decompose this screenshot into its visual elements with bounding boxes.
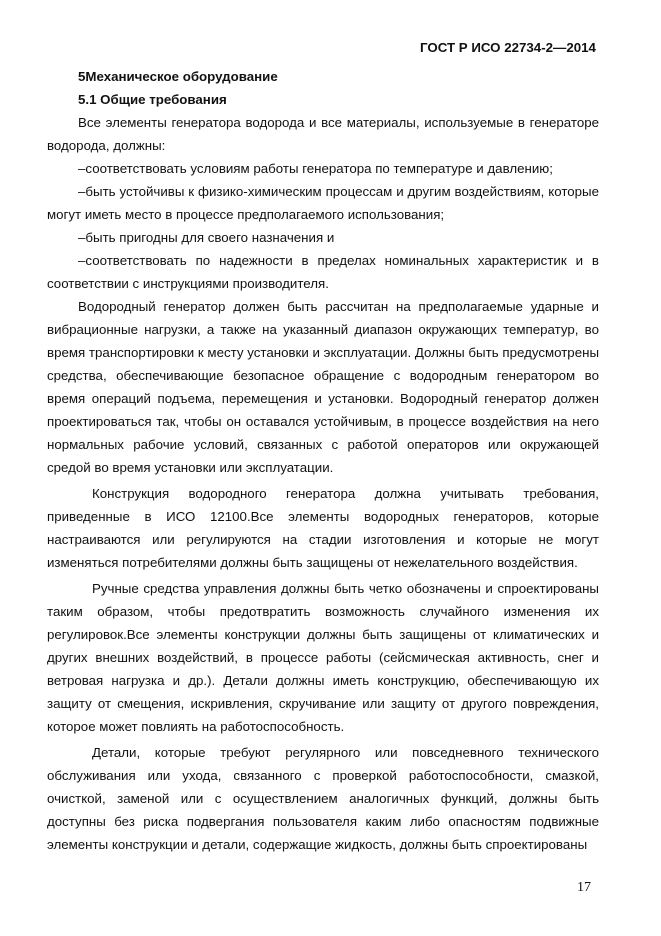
document-header-standard-code: ГОСТ Р ИСО 22734-2—2014 <box>420 40 596 55</box>
list-item: –быть устойчивы к физико-химическим процессам и другим воздействиям, которые могут иметь место в процессе предполагаемого использования; <box>47 184 599 222</box>
list-item: –соответствовать условиям работы генератора по температуре и давлению; <box>78 161 553 176</box>
paragraph: Ручные средства управления должны быть четко обозначены и спроектированы таким образом, чтобы предотвратить возможность случайного изменения их регулировок.Все элементы конструкции должны быть защищены от климатических и других внешних воздействий, в процессе работы (сейсмическая активность, снег и ветровая нагрузка и др.). Детали должны иметь конструкцию, обеспечивающую их защиту от смещения, искривления, скручивание или защиту от другого повреждения, которое может повлиять на работоспособность. <box>47 581 599 734</box>
paragraph-intro: Все элементы генератора водорода и все материалы, используемые в генераторе водорода, должны: <box>47 115 599 153</box>
paragraph: Водородный генератор должен быть рассчитан на предполагаемые ударные и вибрационные нагрузки, а также на указанный диапазон окружающих температур, во время транспортировки к месту установки и эксплуатации. Должны быть предусмотрены средства, обеспечивающие безопасное обращение с водородным генератором во время операций подъема, перемещения и установки. Водородный генератор должен проектироваться так, чтобы он оставался устойчивым, в процессе воздействия на него нормальных рабочие условий, связанных с работой операторов или окружающей средой во время установки или эксплуатации. <box>47 299 599 475</box>
subsection-heading: 5.1 Общие требования <box>78 92 227 107</box>
paragraph: Конструкция водородного генератора должна учитывать требования, приведенные в ИСО 12100.Все элементы водородных генераторов, которые настраиваются или регулируются на стадии изготовления и которые не могут изменяться потребителями должны быть защищены от нежелательного воздействия. <box>47 486 599 570</box>
list-item: –соответствовать по надежности в пределах номинальных характеристик и в соответствии с инструкциями производителя. <box>47 253 599 291</box>
paragraph: Детали, которые требуют регулярного или повседневного технического обслуживания или ухода, связанного с проверкой работоспособности, смазкой, очисткой, заменой или с осуществлением аналогичных функций, должны быть доступны без риска подвергания пользователя каким либо опасностям подвижные элементы конструкции и детали, содержащие жидкость, должны быть спроектированы <box>47 745 599 852</box>
page-number: 17 <box>577 880 591 895</box>
section-heading: 5Механическое оборудование <box>78 69 278 84</box>
list-item: –быть пригодны для своего назначения и <box>78 230 335 245</box>
document-body <box>47 65 599 856</box>
